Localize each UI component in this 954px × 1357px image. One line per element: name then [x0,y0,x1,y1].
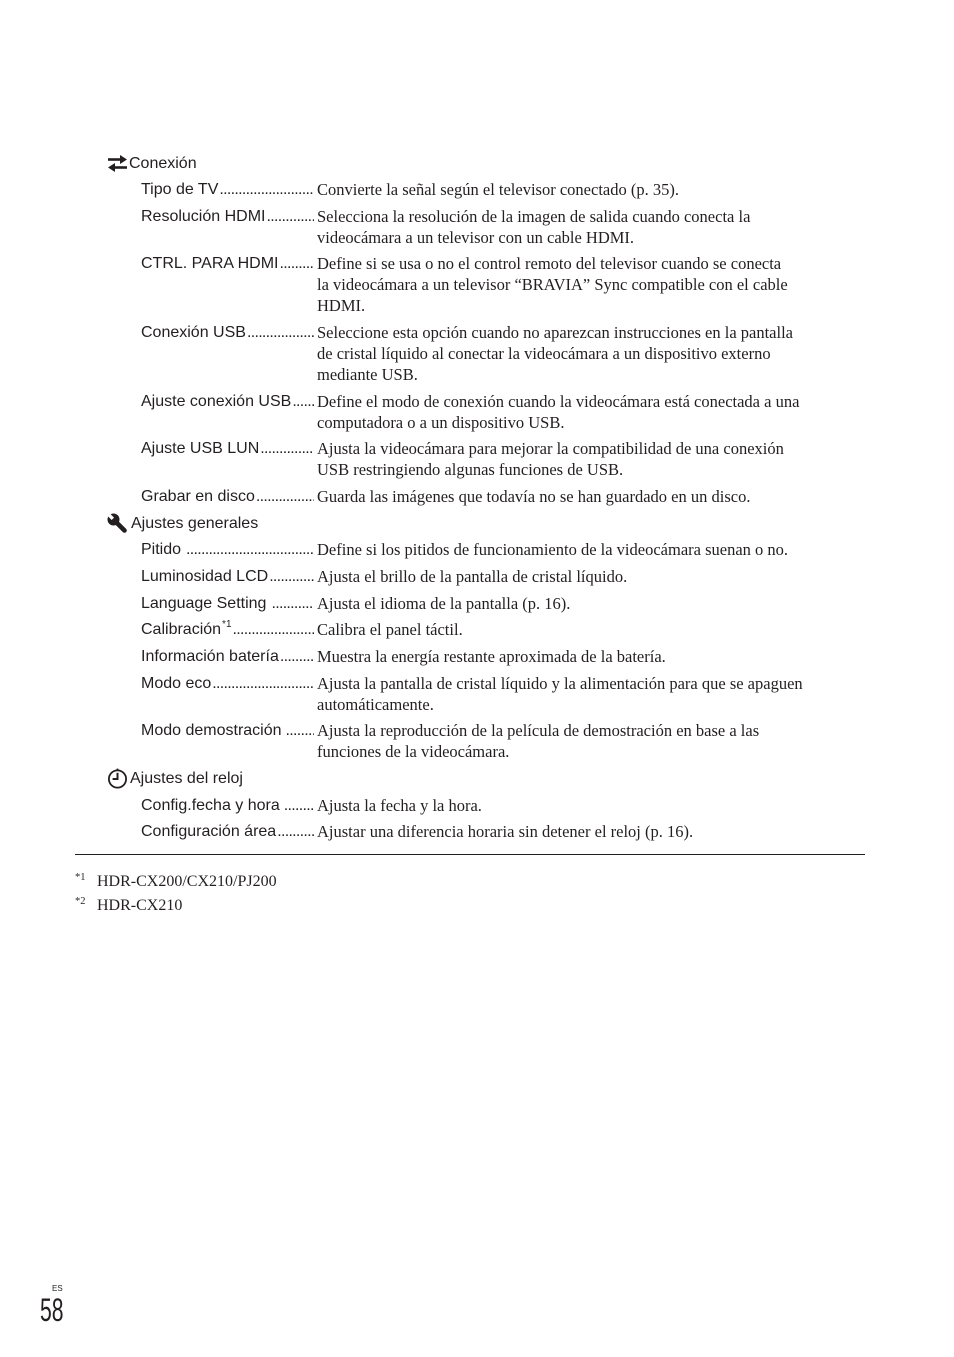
description-line: Convierte la señal según el televisor conectado (p. 35). [317,180,679,200]
description-line: videocámara a un televisor con un cable HDMI. [317,227,635,247]
dot-leader [280,646,314,667]
setting-description [317,438,784,480]
setting-label-cell [141,673,317,694]
dot-leader [260,438,314,459]
setting-label: Tipo de TV [141,181,219,199]
setting-label: Resolución HDMI [141,207,266,225]
dot-leader [212,673,314,694]
setting-description [317,179,679,200]
setting-row-pitido [141,539,954,560]
setting-row-tipo-de-tv [141,179,954,200]
description-line: Ajusta la fecha y la hora. [317,795,482,815]
description-line: Muestra la energía restante aproximada de la batería. [317,647,666,667]
setting-label: Config.fecha y hora [141,796,280,814]
footnote-1 [75,871,277,892]
setting-description [317,322,793,385]
setting-label-cell [141,253,317,274]
setting-row-modo-demostracion [141,720,954,762]
wrench-icon [107,513,131,534]
footnote-marker: *1 [222,619,232,631]
setting-label: Ajuste conexión USB [141,392,292,410]
setting-description [317,720,759,762]
setting-label-cell [141,720,317,741]
setting-row-informacion-bateria [141,646,954,667]
setting-description [317,539,788,560]
description-line: Ajustar una diferencia horaria sin detener el reloj (p. 16). [317,822,694,842]
dot-leader [280,253,315,274]
setting-description [317,253,788,316]
description-line: funciones de la videocámara. [317,742,510,762]
clock-icon [107,768,130,789]
setting-row-configuracion-area [141,821,954,842]
setting-label: Información batería [141,648,279,666]
description-line: computadora o a un dispositivo USB. [317,412,565,432]
description-line: Define el modo de conexión cuando la videocámara está conectada a una [317,391,800,411]
setting-label-cell [141,539,317,560]
setting-row-modo-eco [141,673,954,715]
setting-label: Configuración área [141,823,277,841]
footnote-text: HDR-CX200/CX210/PJ200 [97,873,277,890]
setting-label-cell [141,486,317,507]
section-header-ajustes-del-reloj [107,768,954,789]
setting-description [317,391,799,433]
setting-label: Modo eco [141,674,212,692]
setting-label: Luminosidad LCD [141,568,269,586]
setting-description [317,646,666,667]
setting-row-calibracion [141,619,954,640]
setting-row-ajuste-conexion-usb [141,391,954,433]
footnote-text: HDR-CX210 [97,897,183,914]
setting-label: Pitido [141,541,182,559]
section-header-conexion [107,153,954,174]
description-line: Ajusta la pantalla de cristal líquido y la alimentación para que se apaguen [317,673,803,693]
setting-label: Ajuste USB LUN [141,440,260,458]
setting-label-cell [141,322,317,343]
page-number: 58 [40,1292,64,1328]
setting-description [317,619,463,640]
dot-leader [266,206,314,227]
setting-row-conexion-usb [141,322,954,385]
section-header-ajustes-generales [107,513,954,534]
setting-label: CTRL. PARA HDMI [141,255,279,273]
description-line: automáticamente. [317,694,434,714]
dot-leader [292,391,314,412]
section-title: Conexión [129,154,197,172]
footnote-marker: *1 [75,872,86,883]
settings-list [0,153,954,843]
section-title: Ajustes del reloj [130,770,243,787]
dot-leader [284,795,314,816]
description-line: USB restringiendo algunas funciones de USB. [317,460,624,480]
dot-leader [186,539,314,560]
setting-label-cell [141,795,317,816]
description-line: Ajusta el idioma de la pantalla (p. 16). [317,593,571,613]
description-line: Selecciona la resolución de la imagen de salida cuando conecta la [317,206,751,226]
dot-leader [247,322,314,343]
setting-label-cell [141,206,317,227]
setting-row-grabar-en-disco [141,486,954,507]
setting-label-cell [141,619,317,640]
footnote-marker: *2 [75,896,86,907]
description-line: HDMI. [317,296,366,316]
connection-arrows-icon [107,153,129,174]
page-language-code: ES [52,1284,63,1293]
setting-label: Language Setting [141,594,267,612]
footnote-divider [75,854,865,855]
setting-label-cell [141,821,317,842]
description-line: Seleccione esta opción cuando no aparezcan instrucciones en la pantalla [317,323,793,343]
section-title: Ajustes generales [131,514,259,532]
dot-leader [269,566,314,587]
dot-leader [286,720,314,741]
setting-description [317,593,570,614]
description-line: Calibra el panel táctil. [317,620,463,640]
setting-label-cell [141,566,317,587]
dot-leader [256,486,314,507]
setting-row-luminosidad-lcd [141,566,954,587]
setting-label-cell [141,646,317,667]
description-line: mediante USB. [317,365,418,385]
setting-row-config-fecha-y-hora [141,795,954,816]
description-line: Define si se usa o no el control remoto del televisor cuando se conecta [317,254,782,274]
description-line: Ajusta la reproducción de la película de demostración en base a las [317,721,760,741]
setting-label: Grabar en disco [141,488,255,506]
setting-description [317,795,482,816]
setting-label-cell [141,438,317,459]
dot-leader [219,179,314,200]
setting-label-cell [141,593,317,614]
description-line: Ajusta el brillo de la pantalla de cristal líquido. [317,567,628,587]
description-line: Ajusta la videocámara para mejorar la compatibilidad de una conexión [317,439,784,459]
footnote-2 [75,895,182,916]
setting-row-resolucion-hdmi [141,206,954,248]
dot-leader [271,593,314,614]
setting-description [317,486,750,507]
setting-description [317,821,693,842]
setting-description [317,566,627,587]
setting-label: Conexión USB [141,324,246,342]
setting-label-cell [141,391,317,412]
setting-description [317,673,803,715]
dot-leader [233,619,315,640]
description-line: Define si los pitidos de funcionamiento de la videocámara suenan o no. [317,540,789,560]
setting-description [317,206,750,248]
description-line: de cristal líquido al conectar la videocámara a un dispositivo externo [317,344,771,364]
dot-leader [277,821,314,842]
description-line: la videocámara a un televisor “BRAVIA” Sync compatible con el cable [317,275,788,295]
setting-label: Calibración [141,621,222,639]
description-line: Guarda las imágenes que todavía no se han guardado en un disco. [317,487,751,507]
setting-label: Modo demostración [141,722,282,740]
setting-row-language-setting [141,593,954,614]
setting-row-ctrl-para-hdmi [141,253,954,316]
setting-row-ajuste-usb-lun [141,438,954,480]
setting-label-cell [141,179,317,200]
